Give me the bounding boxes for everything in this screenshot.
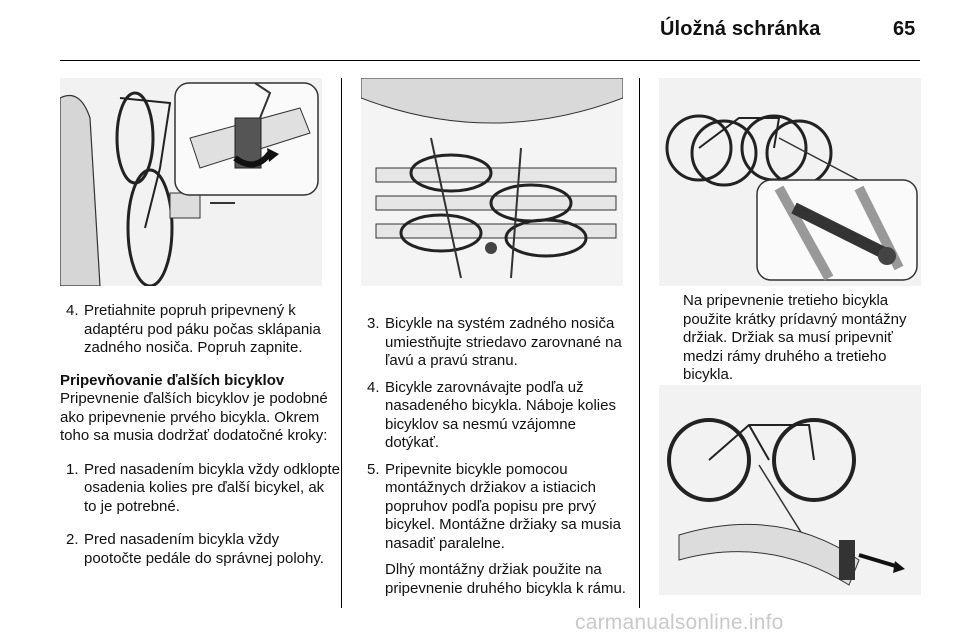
step-number: 4.: [367, 378, 380, 396]
figure-strap-closeup: [659, 385, 921, 595]
page-title: Úložná schránka: [660, 18, 821, 40]
column-divider-1: [341, 78, 342, 608]
step-3: [361, 315, 626, 371]
header-divider: [60, 60, 920, 61]
column-3-text: [683, 292, 928, 385]
figure-short-holder: [659, 78, 921, 286]
substep-text: Pred nasadením bicykla vždy odklopte osadenia kolies pre ďalší bicykel, ak to je potrebné.: [84, 460, 340, 515]
substep-number: 1.: [66, 460, 79, 478]
substep-number: 2.: [66, 531, 79, 548]
substep-1: [60, 461, 340, 517]
step-text: Bicykle na systém zadného nosiča umiestňujte striedavo zarovnané na ľavú a pravú stranu.: [385, 315, 622, 369]
step-text: Pripevnite bicykle pomocou montážnych držiakov a istiacich popruhov podľa popisu pre prvý bicykel. Montážne držiaky sa musia nasadiť paralelne.: [385, 460, 621, 552]
third-bike-paragraph: Na pripevnenie tretieho bicykla použite krátky prídavný montážny držiak. Držiak sa musí pripevniť medzi rámy druhého a tretieho bicykla.: [683, 292, 907, 383]
column-2-text: [361, 315, 626, 598]
step-4: [60, 302, 340, 358]
column-1-text: [60, 302, 340, 583]
substep-2: [60, 531, 340, 568]
note-paragraph: Dlhý montážny držiak použite na pripevnenie druhého bicykla k rámu.: [385, 561, 626, 597]
figure-bikes-alternating: [361, 78, 623, 286]
intro-paragraph: Pripevnenie ďalších bicyklov je podobné ako pripevnenie prvého bicykla. Okrem toho sa musia dodržať dodatočné kroky:: [60, 390, 328, 444]
column-divider-2: [639, 78, 640, 608]
step-5: [361, 461, 626, 554]
step-number: 4.: [66, 302, 79, 319]
watermark: carmanualsonline.info: [575, 611, 784, 634]
step-number: 3.: [367, 315, 380, 332]
figure-strap-attachment: [60, 78, 322, 286]
page-number: 65: [893, 18, 916, 40]
substep-text: Pred nasadením bicykla vždy pootočte pedále do správnej polohy.: [84, 531, 324, 567]
step-text: Bicykle zarovnávajte podľa už nasadeného bicykla. Náboje kolies bicyklov sa nesmú vzájomne dotýkať.: [385, 378, 616, 451]
step-text: Pretiahnite popruh pripevnený k adaptéru pod páku počas sklápania zadného nosiča. Popruh zapnite.: [84, 302, 321, 356]
step-number: 5.: [367, 460, 380, 478]
section-heading: Pripevňovanie ďalších bicyklov: [60, 371, 285, 389]
step-4-col2: [361, 379, 626, 453]
